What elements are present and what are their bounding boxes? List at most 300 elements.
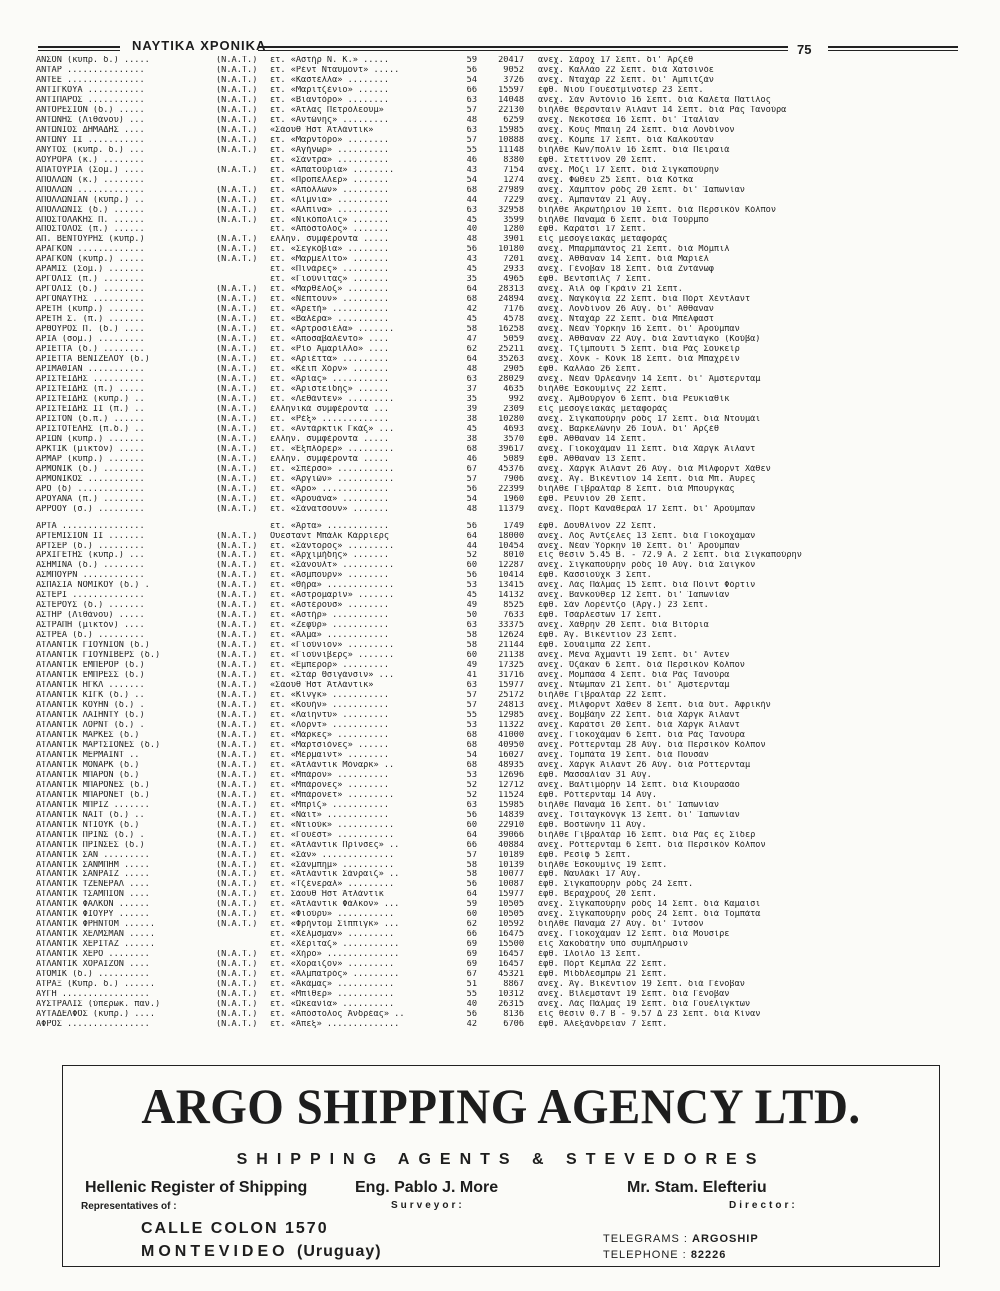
movement: διήλθε Γιβραλτάρ 22 Σεπτ. [538,691,668,701]
tonnage: 18000 [498,531,524,541]
ship-row [36,990,966,1000]
ship-row [36,890,966,900]
registry: (N.A.T.) [216,990,258,1000]
registry: (N.A.T.) [216,365,258,375]
build-year: 58 [466,860,477,870]
build-year: 52 [466,780,477,790]
ship-row [36,325,966,335]
movement: διήλθε Κων/πολιν 16 Σεπτ. διά Πειραιά [538,145,730,155]
build-year: 50 [466,611,477,621]
registry: (N.A.T.) [216,185,258,195]
owner: ετ. «Λίμνια» .......... [270,195,389,205]
owner: ετ. «Φιούρυ» ........... [270,910,395,920]
owner: ετ. «Μαρντόρο» ........ [270,135,389,145]
tonnage: 4693 [503,424,524,434]
ship-row [36,671,966,681]
build-year: 54 [466,175,477,185]
owner: ετ. «Αστήρ» ........... [270,611,389,621]
tonnage: 25211 [498,345,524,355]
owner: ετ. «Άρετή» ........... [270,305,389,315]
build-year: 44 [466,541,477,551]
owner: ετ. «Απατούρια» ........ [270,165,395,175]
build-year: 64 [466,830,477,840]
registry: (N.A.T.) [216,571,258,581]
registry: (N.A.T.) [216,770,258,780]
registry: (N.A.T.) [216,561,258,571]
movement: ανεχ. Νεκοτσέα 16 Σεπτ. δι' Ίταλίαν [538,115,720,125]
ship-movements-list [36,56,966,1030]
ship-row [36,96,966,106]
ad-engineer-role: Surveyor: [391,1200,465,1211]
ad-country: (Uruguay) [297,1243,382,1260]
build-year: 46 [466,155,477,165]
tonnage: 32958 [498,205,524,215]
owner: ετ. «Μπίθερ» ........... [270,990,395,1000]
build-year: 57 [466,474,477,484]
build-year: 59 [466,900,477,910]
movement: ανεχ. Όζάκαν 6 Σεπτ. διά Περσικόν Κόλπον [538,661,745,671]
ship-row [36,542,966,552]
ship-name: ΑΤΛΑΝΤΙΚ ΜΠΡΙΖ ....... [36,800,150,810]
owner: ετ. «Μπάρον» .......... [270,770,389,780]
build-year: 64 [466,355,477,365]
registry: (N.A.T.) [216,295,258,305]
tonnage: 26315 [498,1000,524,1010]
owner: ετ. «Αγήνωρ» .......... [270,145,389,155]
movement: ανεχ. Ντώμπαν 21 Σεπτ. δι' Άμστερνταμ [538,681,730,691]
registry: (N.A.T.) [216,75,258,85]
ship-name: ΑΤΛΑΝΤΙΚ ΧΟΡΑΪΖΟΝ .... [36,960,150,970]
tonnage: 10505 [498,910,524,920]
registry: (N.A.T.) [216,504,258,514]
owner: ετ. «Χοραϊζον» ......... [270,960,395,970]
build-year: 62 [466,920,477,930]
owner: Ουεσταντ Μπάλκ Κάρριερς [270,531,389,541]
build-year: 53 [466,720,477,730]
ship-name: ΑΥΓΗ ................. [36,990,150,1000]
build-year: 63 [466,681,477,691]
ship-name: ΑΣΤΡΑΠΗ (μικτόν) .... [36,621,145,631]
owner: ετ. «Απόστολος Άνδρέας» .. [270,1010,405,1020]
ship-row [36,870,966,880]
registry: (N.A.T.) [216,56,258,65]
ship-row [36,751,966,761]
build-year: 56 [466,810,477,820]
build-year: 53 [466,770,477,780]
movement: ανεχ. Μίλφορντ Χάθεν 8 Σεπτ. διά δυτ. Άφρικήν [538,701,771,710]
movement: έφθ. Ρεσίφ 5 Σεπτ. [538,850,632,860]
build-year: 45 [466,424,477,434]
ship-row [36,315,966,325]
ship-row [36,76,966,86]
build-year: 54 [466,75,477,85]
owner: ετ. «Καστέλλα» ........ [270,75,389,85]
owner: έλληνικά συμφέροντα ... [270,404,389,414]
movement: ανεχ. Άγ. Βικέντιον 14 Σεπτ. διά Μπ. Άϋρες [538,474,756,484]
owner: ετ. «Αριέττα» ......... [270,355,389,365]
ship-name: ΑΡΘΟΥΡΟΣ Π. (δ.) .... [36,325,145,335]
tonnage: 12287 [498,561,524,571]
movement: διήλθε Γιβραλτάρ 8 Σεπτ. διά Μπουργκάς [538,484,735,494]
ship-name: ΑΡΕΤΗ Σ. (π.) ....... [36,315,145,325]
tonnage: 17325 [498,661,524,671]
ship-row [36,711,966,721]
tonnage: 13415 [498,581,524,591]
movement: ανεχ. Άμπαντάν 21 Αύγ. [538,195,652,205]
registry: (N.A.T.) [216,850,258,860]
ship-name: ΑΤΛΑΝΤΙΚ ΓΙΟΥΝΙΒΕΡΣ (δ.) [36,651,161,661]
tonnage: 11148 [498,145,524,155]
tonnage: 7229 [503,195,524,205]
registry: (N.A.T.) [216,404,258,414]
movement: ανεχ. Άϊλ όφ Γκράϊν 21 Σεπτ. [538,285,683,295]
build-year: 40 [466,225,477,235]
ship-name: ΑΡΙΣΤΕΙΔΗΣ (κυπρ.) .. [36,394,145,404]
registry: (N.A.T.) [216,730,258,740]
movement: ανεχ. Σιγκαπούρην ρόδς 14 Σεπτ. διά Καμαϊσι [538,900,761,910]
build-year: 44 [466,195,477,205]
movement: διήλθε Παναμά 16 Σεπτ. δι' Ίαπωνίαν [538,800,720,810]
tonnage: 25172 [498,691,524,701]
build-year: 55 [466,990,477,1000]
registry: (N.A.T.) [216,165,258,175]
build-year: 66 [466,930,477,940]
tonnage: 12624 [498,631,524,641]
tonnage: 10139 [498,860,524,870]
owner: ετ. «Αποσαβαλέντο» .... [270,335,389,345]
build-year: 60 [466,910,477,920]
movement: ανεχ. Γιοκοχάμαν 12 Σεπτ. διά Μουσίρε [538,930,730,940]
ship-row [36,681,966,691]
registry: (N.A.T.) [216,701,258,710]
ship-row [36,126,966,136]
build-year: 60 [466,820,477,830]
owner: ετ. «Ζεφύρ» ........... [270,621,389,631]
owner: ετ. «Γουέστ» ........... [270,830,395,840]
registry: (N.A.T.) [216,345,258,355]
ship-name: ΑΡΤΕΜΙΣΙΟΝ ΙΙ ....... [36,531,145,541]
tonnage: 12712 [498,780,524,790]
tonnage: 6706 [503,1020,524,1029]
movement: ανεχ. Κούς Μπαϊη 24 Σεπτ. διά Λονδίνον [538,125,735,135]
ship-name: ΑΡΑΓΚΟΝ ............. [36,245,145,255]
ship-row [36,206,966,216]
registry: (N.A.T.) [216,661,258,671]
movement: ανεχ. Λός Άντζελες 13 Σεπτ. διά Γιοκοχάμαν [538,531,756,541]
owner: ετ. «Άρχιμήδης» ....... [270,551,389,561]
build-year: 63 [466,95,477,105]
tonnage: 21138 [498,651,524,661]
ship-row [36,415,966,425]
build-year: 56 [466,880,477,890]
ship-row [36,56,966,66]
tonnage: 14132 [498,591,524,601]
tonnage: 12696 [498,770,524,780]
ship-name: ΑΤΛΑΝΤΙΚ ΕΜΠΕΡΟΡ (δ.) [36,661,145,671]
owner: ετ. «Απόλλων» ......... [270,185,389,195]
tonnage: 14839 [498,810,524,820]
movement: ανεχ. Χάργκ Άϊλαντ 26 Αύγ. διά Ρόττερνταμ [538,760,751,770]
movement: ανεχ. Ρόττερνταμ 28 Αύγ. διά Περσικόν Κόλπον [538,740,766,750]
ship-name: ΑΡΜΑΡ (κυπρ.) ....... [36,454,145,464]
ship-row [36,661,966,671]
registry [216,265,270,275]
movement: ανεχ. Βίλεμσταντ 19 Σεπτ. διά Γένοβαν [538,990,730,1000]
owner: ετ. «Νάϊτ» ............ [270,810,389,820]
movement: είς Χακοδάτην ύπό συμπλήρωσιν [538,940,689,950]
tonnage: 41000 [498,730,524,740]
owner: ετ. «Στάρ Θσιγάνσιν» ... [270,671,395,681]
ship-name: ΑΡΙΣΤΟΝ (δ.π.) ...... [36,414,145,424]
owner: ετ. «Άτλάντικ Πρίνσες» .. [270,840,400,850]
registry: (N.A.T.) [216,611,258,621]
ship-row [36,781,966,791]
registry: (N.A.T.) [216,85,258,95]
registry [216,940,270,950]
registry: (N.A.T.) [216,1010,258,1020]
movement: έφθ. Πόρτ Κέμπλα 22 Σεπτ. [538,960,668,970]
build-year: 42 [466,305,477,315]
build-year: 38 [466,434,477,444]
ship-name: ΑΡΙΣΤΕΙΔΗΣ .......... [36,375,145,384]
owner: ετ. «Μπρίζ» ........... [270,800,389,810]
movement: διήλθε Άκρωτήριον 10 Σεπτ. διά Περσικόν Κόλπον [538,205,776,215]
build-year: 51 [466,980,477,990]
ship-name: ΑΣΜΠΟΥΡΝ ............ [36,571,145,581]
ship-name: ΑΡΑΓΚΟΝ (κυπρ.) ..... [36,255,145,265]
registry [216,176,270,186]
build-year: 54 [466,750,477,760]
build-year: 43 [466,255,477,265]
owner: ετ. «Χήρο» .............. [270,950,400,960]
registry: (N.A.T.) [216,195,258,205]
build-year: 56 [466,521,477,531]
owner: ετ. «Έμπερορ» ......... [270,661,389,671]
header-rule-right [828,46,958,51]
owner: ετ. «Μαρμελίτο» ....... [270,255,389,265]
registry: (N.A.T.) [216,1000,258,1010]
ship-name: ΑΡΕΤΗ (κυπρ.) ....... [36,305,145,315]
build-year: 45 [466,265,477,275]
ship-name: ΑΠΟΛΛΩΝ (κ.) ........ [36,175,145,185]
ship-name: ΑΤΛΑΝΤΙΚ ΣΑΝΡΑΪΖ ..... [36,870,150,880]
owner: ετ. «Ρέντ Νταϋμοντ» ..... [270,65,400,75]
tonnage: 10414 [498,571,524,581]
movement: ανεχ. Χάργκ Άϊλαντ 26 Αύγ. διά Μίλφορντ Χάθεν [538,464,771,474]
registry: (N.A.T.) [216,621,258,631]
movement: έφθ. Άγ. Βικέντιον 23 Σεπτ. [538,631,678,641]
ship-name: ΑΝΤΙΓΚΟΥΑ ........... [36,85,145,95]
ship-row [36,611,966,621]
build-year: 48 [466,504,477,514]
movement: έφθ. Κασσιούχκ 3 Σεπτ. [538,571,652,581]
build-year: 52 [466,551,477,561]
owner: ελλην. συμφέροντα ..... [270,235,389,245]
registry: (N.A.T.) [216,710,258,720]
owner: «Σάουθ Ήστ Άτλάντικ» [270,125,374,135]
ship-name: ΑΤΛΑΝΤΙΚ ΠΡΙΝΣ (δ.) . [36,830,145,840]
registry: (N.A.T.) [216,980,258,990]
ship-name: ΑΤΛΑΝΤΙΚ ΗΓΚΛ ....... [36,681,145,691]
movement: ανεχ. Άθθαναν 14 Σεπτ. διά Μαριέλ [538,255,709,265]
movement: ανεχ. Βανκούθερ 12 Σεπτ. δι' Ίαπωνίαν [538,591,730,601]
tonnage: 9052 [503,65,524,75]
registry: (N.A.T.) [216,591,258,601]
registry: (N.A.T.) [216,910,258,920]
tonnage: 11322 [498,720,524,730]
build-year: 53 [466,581,477,591]
registry: (N.A.T.) [216,860,258,870]
owner: ετ. «Έξπλόρερ» ......... [270,444,395,454]
ship-name: ΑΡΙΑ (σομ.) ......... [36,335,145,345]
registry [216,275,270,285]
tonnage: 8867 [503,980,524,990]
ship-name: ΑΤΛΑΝΤΙΚ ΤΖΕΝΕΡΑΛ .... [36,880,150,890]
tonnage: 8136 [503,1010,524,1020]
owner: ετ. «Ώκεανία» .......... [270,1000,395,1010]
movement: ανεχ. Σάροχ 17 Σεπτ. δι' Άρζέθ [538,56,694,65]
registry: (N.A.T.) [216,820,258,830]
owner: ετ. «Πινάρες» ......... [270,265,389,275]
owner: ετ. «Άρουάνα» ......... [270,494,389,504]
owner: ετ. «Άλμπατρός» ......... [270,970,400,980]
tonnage: 11379 [498,504,524,514]
registry: (N.A.T.) [216,145,258,155]
ship-name: ΑΟΥΡΟΡΑ (κ.) ........ [36,155,145,165]
ship-name: ΑΡΟ (δ) ............. [36,484,145,494]
registry: (N.A.T.) [216,454,258,464]
build-year: 45 [466,315,477,325]
build-year: 69 [466,950,477,960]
registry: (N.A.T.) [216,105,258,115]
tonnage: 15985 [498,125,524,135]
ship-row [36,920,966,930]
ship-row [36,216,966,226]
build-year: 66 [466,85,477,95]
tonnage: 22399 [498,484,524,494]
owner: ετ. «Αστρομαρίν» ....... [270,591,395,601]
movement: διήλθε Παναμά 27 Αύγ. δι' Ίντσόν [538,920,704,930]
tonnage: 15500 [498,940,524,950]
owner: ετ. «Φρήντομ Σίππιγκ» ... [270,920,400,930]
build-year: 68 [466,760,477,770]
owner: ετ. «Γιούνιον» ......... [270,641,395,651]
owner: ετ. «Άσμπουρν» ........ [270,571,389,581]
ship-row [36,522,966,532]
owner: ετ. «Κέϊπ Χόρν» ....... [270,365,389,375]
movement: διήλθε Θέρσνταϊν Άϊλαντ 14 Σεπτ. διά Ράς Τανούρα [538,105,787,115]
tonnage: 10888 [498,135,524,145]
movement: έφθ. Σιγκαπούρην ρόδς 24 Σεπτ. [538,880,694,890]
movement: έφθ. Σουάϊμπα 22 Σεπτ. [538,641,652,651]
ship-row [36,950,966,960]
ship-name: ΑΠΟΛΛΩΝΙΑΝ (κυπρ.) .. [36,195,145,205]
owner: ετ. «Ρίο Άμαρίλλο» .... [270,345,389,355]
ship-row [36,495,966,505]
build-year: 57 [466,135,477,145]
build-year: 63 [466,375,477,384]
build-year: 35 [466,275,477,285]
ad-representatives-label: Representatives of : [81,1201,177,1212]
ship-row [36,701,966,711]
ad-director: Mr. Stam. Elefteriu [627,1179,767,1196]
tonnage: 16457 [498,950,524,960]
ship-row [36,561,966,571]
tonnage: 8380 [503,155,524,165]
registry: (N.A.T.) [216,484,258,494]
build-year: 39 [466,404,477,414]
ship-name: ΑΡΜΟΝΙΚ (δ.) ........ [36,464,145,474]
registry: (N.A.T.) [216,65,258,75]
movement: ανεχ. Καλλάο 22 Σεπτ. διά Χατσινόε [538,65,714,75]
ad-address-city [141,1243,382,1261]
movement: είς μεσογειακάς μεταφοράς [538,235,668,245]
registry: (N.A.T.) [216,681,258,691]
registry: (N.A.T.) [216,315,258,325]
movement: είς θέσιν 0.7 Β - 9.57 Δ 23 Σεπτ. διά Κίναν [538,1010,761,1020]
build-year: 64 [466,285,477,295]
ad-register: Hellenic Register of Shipping [85,1179,308,1196]
ship-name: ΑΣΠΑΣΙΑ ΝΟΜΙΚΟΥ (δ.) . [36,581,150,591]
ship-name: ΑΡΜΟΝΙΚΟΣ ........... [36,474,145,484]
section-gap [36,515,966,522]
registry: (N.A.T.) [216,790,258,800]
movement: ανεχ. Άθθαναν 22 Αύγ. διά Σαντιάγκο (Κούβα) [538,335,761,345]
owner: ετ. «Σάνουλτ» .......... [270,561,395,571]
tonnage: 3570 [503,434,524,444]
tonnage: 11524 [498,790,524,800]
registry: (N.A.T.) [216,750,258,760]
ship-row [36,910,966,920]
tonnage: 10505 [498,900,524,910]
ship-row [36,741,966,751]
ship-row [36,940,966,950]
registry: (N.A.T.) [216,494,258,504]
registry: (N.A.T.) [216,800,258,810]
tonnage: 33375 [498,621,524,631]
ship-row [36,960,966,970]
ship-name: ΑΥΤΑΔΕΛΦΟΣ (κυπρ.) .... [36,1010,155,1020]
registry: (N.A.T.) [216,960,258,970]
ship-row [36,235,966,245]
ship-row [36,86,966,96]
tonnage: 45321 [498,970,524,980]
owner: ετ. «Ντιούκ» ........... [270,820,395,830]
ship-row [36,505,966,515]
registry: (N.A.T.) [216,335,258,345]
build-year: 46 [466,454,477,464]
movement: ανεχ. Ναγκόγια 22 Σεπτ. διά Πόρτ Χέντλαντ [538,295,751,305]
tonnage: 10180 [498,245,524,255]
tonnage: 21144 [498,641,524,651]
registry: (N.A.T.) [216,375,258,384]
ship-row [36,880,966,890]
build-year: 52 [466,790,477,800]
ship-row [36,571,966,581]
owner: ετ. «Σεγκόβια» ........ [270,245,389,255]
owner: ετ. «Γιούνιβερς» ....... [270,651,395,661]
ship-name: ΑΝΤΑΡ ............... [36,65,145,75]
registry: (N.A.T.) [216,720,258,730]
owner: ελλην. συμφέροντα ..... [270,434,389,444]
ship-name: ΑΡΚΤΙΚ (μικτόν) ..... [36,444,145,454]
tonnage: 10087 [498,880,524,890]
movement: ανεχ. Σάν Άντόνιο 16 Σεπτ. διά Καλέτα Πατίλος [538,95,771,105]
tonnage: 8525 [503,601,524,611]
build-year: 68 [466,444,477,454]
ship-name: ΑΤΛΑΝΤΙΚ ΜΑΡΚΕΣ (δ.) [36,730,140,740]
registry [216,522,270,532]
